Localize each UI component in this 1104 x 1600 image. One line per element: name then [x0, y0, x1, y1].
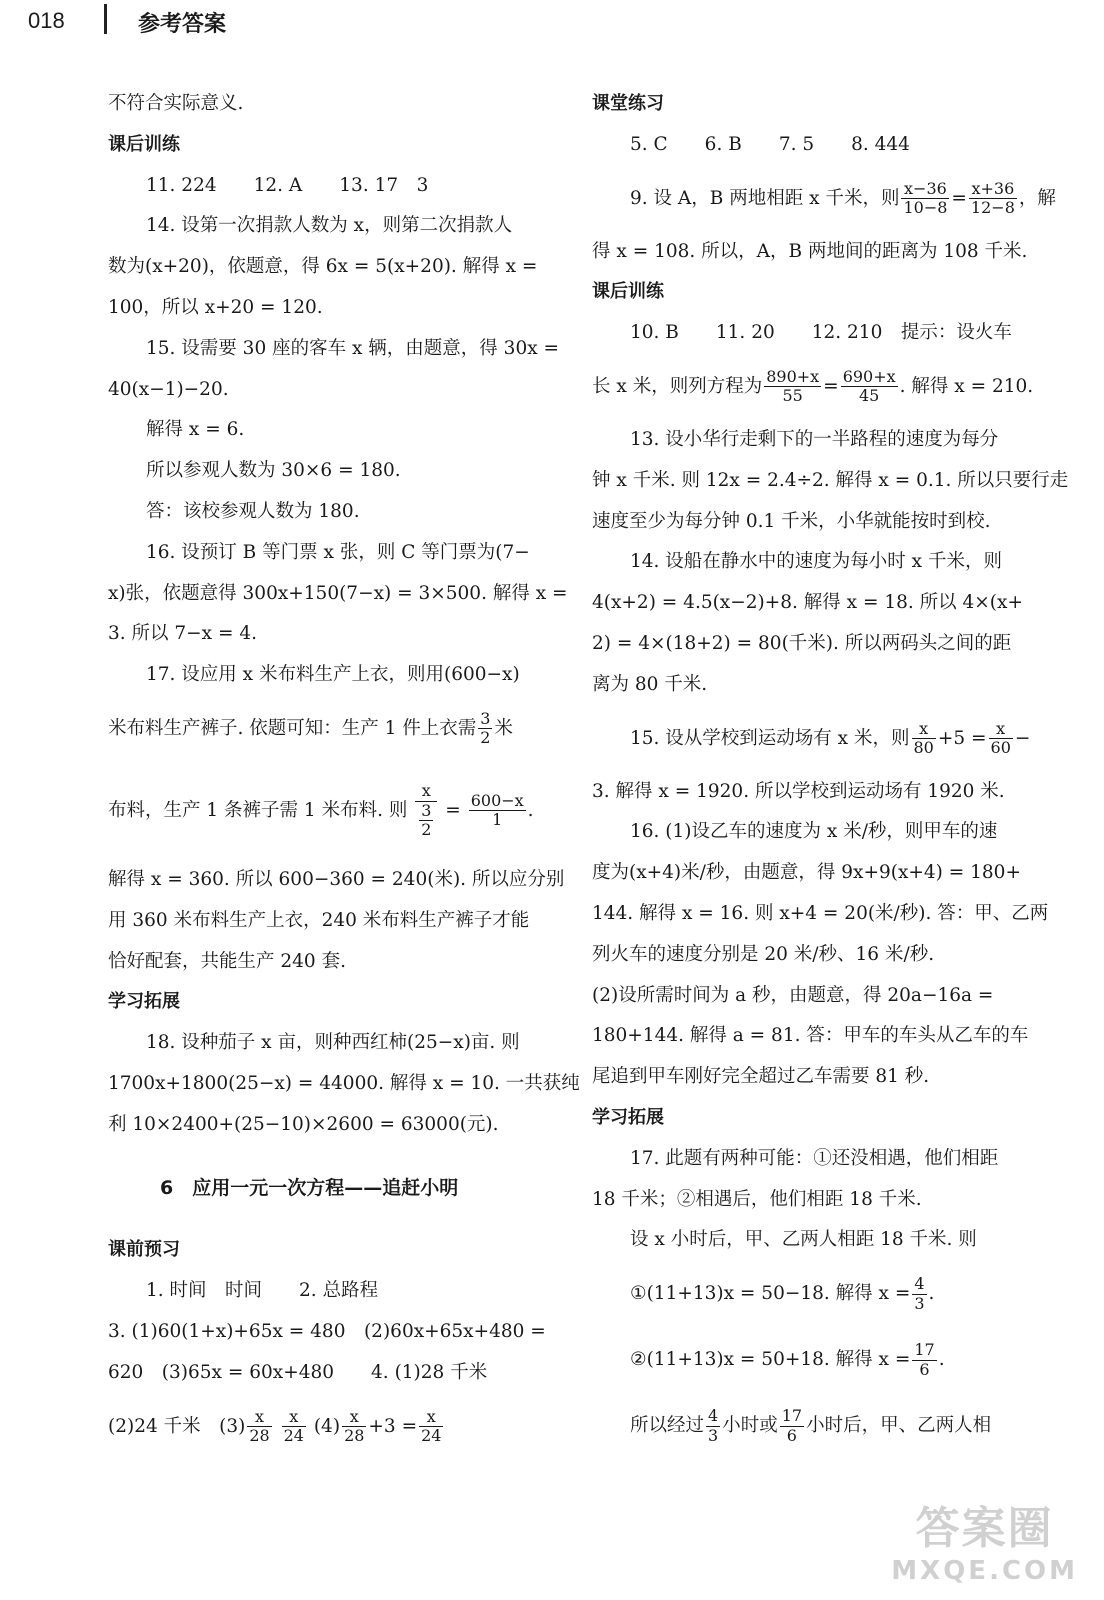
fraction [969, 180, 1017, 218]
fraction [706, 1407, 720, 1445]
fraction-denominator: 12−8 [970, 198, 1015, 218]
fraction-numerator: 890+x [766, 367, 820, 387]
text-line: 620 (3)65x = 60x+480 4. (1)28 千米 [108, 1361, 488, 1383]
text-fragment: +3 = [368, 1415, 418, 1437]
text-line: 11. 224 12. A 13. 17 3 [146, 174, 429, 196]
text-line: 15. 设需要 30 座的客车 x 辆，由题意，得 30x = [146, 337, 560, 359]
text-line [592, 166, 1056, 232]
right-column [592, 84, 1069, 1459]
fraction [912, 1275, 926, 1313]
text-line: 13. 设小华行走剩下的一半路程的速度为每分 [630, 428, 999, 450]
fraction [419, 1408, 443, 1446]
text-line: 数为(x+20)，依题意，得 6x = 5(x+20). 解得 x = [108, 256, 538, 278]
text-line: 度为(x+4)米/秒，由题意，得 9x+9(x+4) = 180+ [592, 862, 1021, 884]
fraction-denominator: 1 [492, 810, 503, 830]
fraction-numerator: x [419, 1408, 443, 1427]
text-line: 3. (1)60(1+x)+65x = 480 (2)60x+65x+480 = [108, 1320, 546, 1342]
fraction-numerator: 690+x [842, 367, 896, 387]
text-line: 16. 设预订 B 等门票 x 张，则 C 等门票为(7− [146, 541, 530, 563]
text-fragment: 米 [494, 717, 513, 739]
text-line: 3. 解得 x = 1920. 所以学校到运动场有 1920 米. [592, 780, 1005, 802]
text-line: 3. 所以 7−x = 4. [108, 623, 258, 645]
text-fragment: 布料，生产 1 条裤子需 1 米布料. 则 [108, 799, 408, 821]
fraction-denominator: 80 [913, 738, 934, 758]
text-line: 得 x = 108. 所以，A，B 两地间的距离为 108 千米. [592, 240, 1028, 262]
text-line: 钟 x 千米. 则 12x = 2.4÷2. 解得 x = 0.1. 所以只要行走 [592, 469, 1069, 491]
text-line: 5. C 6. B 7. 5 8. 444 [630, 133, 910, 155]
fraction [469, 792, 526, 830]
text-fragment: ，解 [1018, 187, 1056, 209]
text-line: 设 x 小时后，甲、乙两人相距 18 千米. 则 [630, 1229, 977, 1251]
watermark-text: 答案圈 [915, 1503, 1054, 1554]
text-fragment: 长 x 米，则列方程为 [592, 375, 763, 397]
fraction [901, 180, 949, 218]
text-line: 不符合实际意义. [108, 93, 244, 114]
fraction-denominator: 6 [786, 1425, 797, 1445]
text-fragment: (4) [313, 1415, 341, 1437]
text-line: 1. 时间 时间 2. 总路程 [146, 1280, 379, 1302]
text-line: 180+144. 解得 a = 81. 答：甲车的车头从乙车的车 [592, 1025, 1029, 1047]
watermark-logo [891, 1492, 1078, 1586]
text-line: 144. 解得 x = 16. 则 x+4 = 20(米/秒). 答：甲、乙两 [592, 902, 1049, 924]
fraction-numerator: 4 [914, 1274, 925, 1294]
fraction [841, 368, 898, 406]
fraction-denominator: 45 [858, 386, 880, 406]
fraction [780, 1407, 804, 1445]
fraction-numerator: 4 [708, 1406, 719, 1426]
text-line: 利 10×2400+(25−10)×2600 = 63000(元). [108, 1113, 499, 1135]
fraction-denominator: 10−8 [903, 198, 948, 218]
equals-sign: = [951, 187, 967, 209]
text-line: 100，所以 x+20 = 120. [108, 296, 323, 318]
section-heading: 课后训练 [592, 281, 664, 303]
text-line: 4(x+2) = 4.5(x−2)+8. 解得 x = 18. 所以 4×(x+ [592, 592, 1023, 614]
header-divider [104, 4, 107, 34]
fraction-numerator: x [912, 720, 936, 739]
text-fragment: 小时后，甲、乙两人相 [806, 1415, 992, 1437]
text-fragment: +5 = [937, 727, 987, 749]
text-line [592, 1327, 1022, 1393]
fraction-denominator: 28 [344, 1426, 365, 1446]
text-line: 18. 设种茄子 x 亩，则种西红柿(25−x)亩. 则 [146, 1032, 520, 1054]
fraction-denominator: 3 [708, 1425, 719, 1445]
fraction-numerator: 600−x [470, 791, 524, 811]
text-line: 答：该校参观人数为 180. [146, 500, 360, 522]
fraction-numerator: x [247, 1408, 271, 1427]
text-line: 恰好配套，共能生产 240 套. [108, 950, 346, 972]
text-fragment: ②(11+13)x = 50+18. 解得 x = [630, 1349, 911, 1371]
fraction-denominator: 6 [919, 1359, 930, 1379]
text-line: 10. B 11. 20 12. 210 提示：设火车 [630, 322, 1012, 344]
fraction-numerator: 3 [480, 709, 491, 729]
section-heading: 学习拓展 [108, 991, 180, 1013]
page-number: 018 [28, 8, 65, 33]
spacer [108, 1208, 534, 1230]
text-line: 所以参观人数为 30×6 = 180. [146, 460, 401, 482]
fraction-numerator: x [282, 1408, 306, 1427]
text-line: 17. 设应用 x 米布料生产上衣，则用(600−x) [146, 664, 520, 686]
text-fragment: 9. 设 A，B 两地相距 x 千米，则 [630, 187, 900, 209]
text-line: (2)设所需时间为 a 秒，由题意，得 20a−16a = [592, 984, 994, 1006]
nested-fraction [419, 802, 433, 840]
text-line: 速度至少为每分钟 0.1 千米，小华就能按时到校. [592, 510, 991, 532]
text-line: 2) = 4×(18+2) = 80(千米). 所以两码头之间的距 [592, 632, 1012, 654]
text-fragment: 所以经过 [630, 1415, 705, 1437]
text-line: 用 360 米布料生产上衣，240 米布料生产裤子才能 [108, 909, 530, 931]
text-line [592, 1393, 1022, 1459]
text-line: 1700x+1800(25−x) = 44000. 解得 x = 10. 一共获纯 [108, 1072, 580, 1094]
fraction [282, 1408, 306, 1446]
fraction-denominator: 2 [421, 820, 432, 840]
text-line [592, 1261, 1022, 1327]
fraction-numerator: x+36 [969, 180, 1017, 199]
period: . [527, 799, 534, 821]
text-fragment: 小时或 [722, 1415, 778, 1437]
text-line: 解得 x = 6. [146, 419, 245, 441]
text-line: 离为 80 千米. [592, 673, 708, 695]
fraction-numerator: x [415, 782, 437, 801]
fraction [912, 720, 936, 758]
equals-sign: = [445, 799, 461, 821]
text-line: 列火车的速度分别是 20 米/秒、16 米/秒. [592, 943, 935, 965]
fraction-numerator: 17 [781, 1406, 803, 1426]
fraction-denominator: 3 [914, 1293, 925, 1313]
watermark-url: MXQE.COM [891, 1556, 1078, 1586]
page-header [0, 0, 1104, 50]
text-line: 40(x−1)−20. [108, 378, 229, 400]
fraction [342, 1408, 366, 1446]
fraction-denominator: 28 [249, 1426, 270, 1446]
text-line: 18 千米；②相遇后，他们相距 18 千米. [592, 1188, 922, 1210]
fraction [989, 720, 1013, 758]
text-fragment: 15. 设从学校到运动场有 x 米，则 [630, 727, 910, 749]
fraction-denominator: 60 [990, 738, 1011, 758]
text-line [592, 706, 1031, 772]
text-fragment: 米布料生产裤子. 依题可知：生产 1 件上衣需 [108, 717, 477, 739]
text-line: 16. (1)设乙车的速度为 x 米/秒，则甲车的速 [630, 821, 998, 843]
text-line [592, 354, 1034, 420]
section-heading: 课后训练 [108, 133, 180, 155]
section-heading: 课前预习 [108, 1239, 180, 1261]
fraction [415, 782, 437, 839]
fraction-denominator: 2 [480, 728, 491, 748]
period: . [928, 1283, 935, 1305]
fraction-denominator [415, 802, 437, 840]
spacer [108, 1146, 534, 1168]
fraction-numerator: 3 [421, 800, 432, 820]
chapter-title: 6 应用一元一次方程——追赶小明 [160, 1176, 459, 1199]
text-line: 解得 x = 360. 所以 600−360 = 240(米). 所以应分别 [108, 868, 565, 890]
text-fragment: . 解得 x = 210. [899, 375, 1034, 397]
fraction-denominator: 24 [421, 1426, 442, 1446]
fraction [247, 1408, 271, 1446]
text-line: 17. 此题有两种可能：①还没相遇，他们相距 [630, 1147, 999, 1169]
text-line [108, 696, 534, 762]
fraction [764, 368, 821, 406]
text-fragment: (2)24 千米 (3) [108, 1415, 246, 1437]
fraction [478, 710, 492, 748]
fraction-denominator: 55 [782, 386, 803, 406]
equals-sign: = [823, 375, 839, 397]
fraction [912, 1341, 936, 1379]
period: . [938, 1349, 945, 1371]
text-line [108, 1394, 534, 1460]
fraction-numerator: x−36 [901, 180, 949, 199]
fraction-numerator: x [342, 1408, 366, 1427]
text-line: 14. 设船在静水中的速度为每小时 x 千米，则 [630, 551, 1002, 573]
text-fragment: ①(11+13)x = 50−18. 解得 x = [630, 1283, 911, 1305]
text-line: x)张，依题意得 300x+150(7−x) = 3×500. 解得 x = [108, 582, 568, 604]
fraction-numerator: x [989, 720, 1013, 739]
text-line: 尾追到甲车刚好完全超过乙车需要 81 秒. [592, 1066, 930, 1088]
text-fragment: − [1014, 727, 1031, 749]
text-line [108, 762, 534, 860]
left-column [108, 84, 580, 1460]
page-title: 参考答案 [138, 12, 227, 37]
text-line: 14. 设第一次捐款人数为 x，则第二次捐款人 [146, 215, 513, 237]
section-heading: 课堂练习 [592, 93, 664, 114]
fraction-denominator: 24 [283, 1426, 304, 1446]
fraction-numerator: 17 [914, 1340, 935, 1360]
section-heading: 学习拓展 [592, 1106, 664, 1128]
